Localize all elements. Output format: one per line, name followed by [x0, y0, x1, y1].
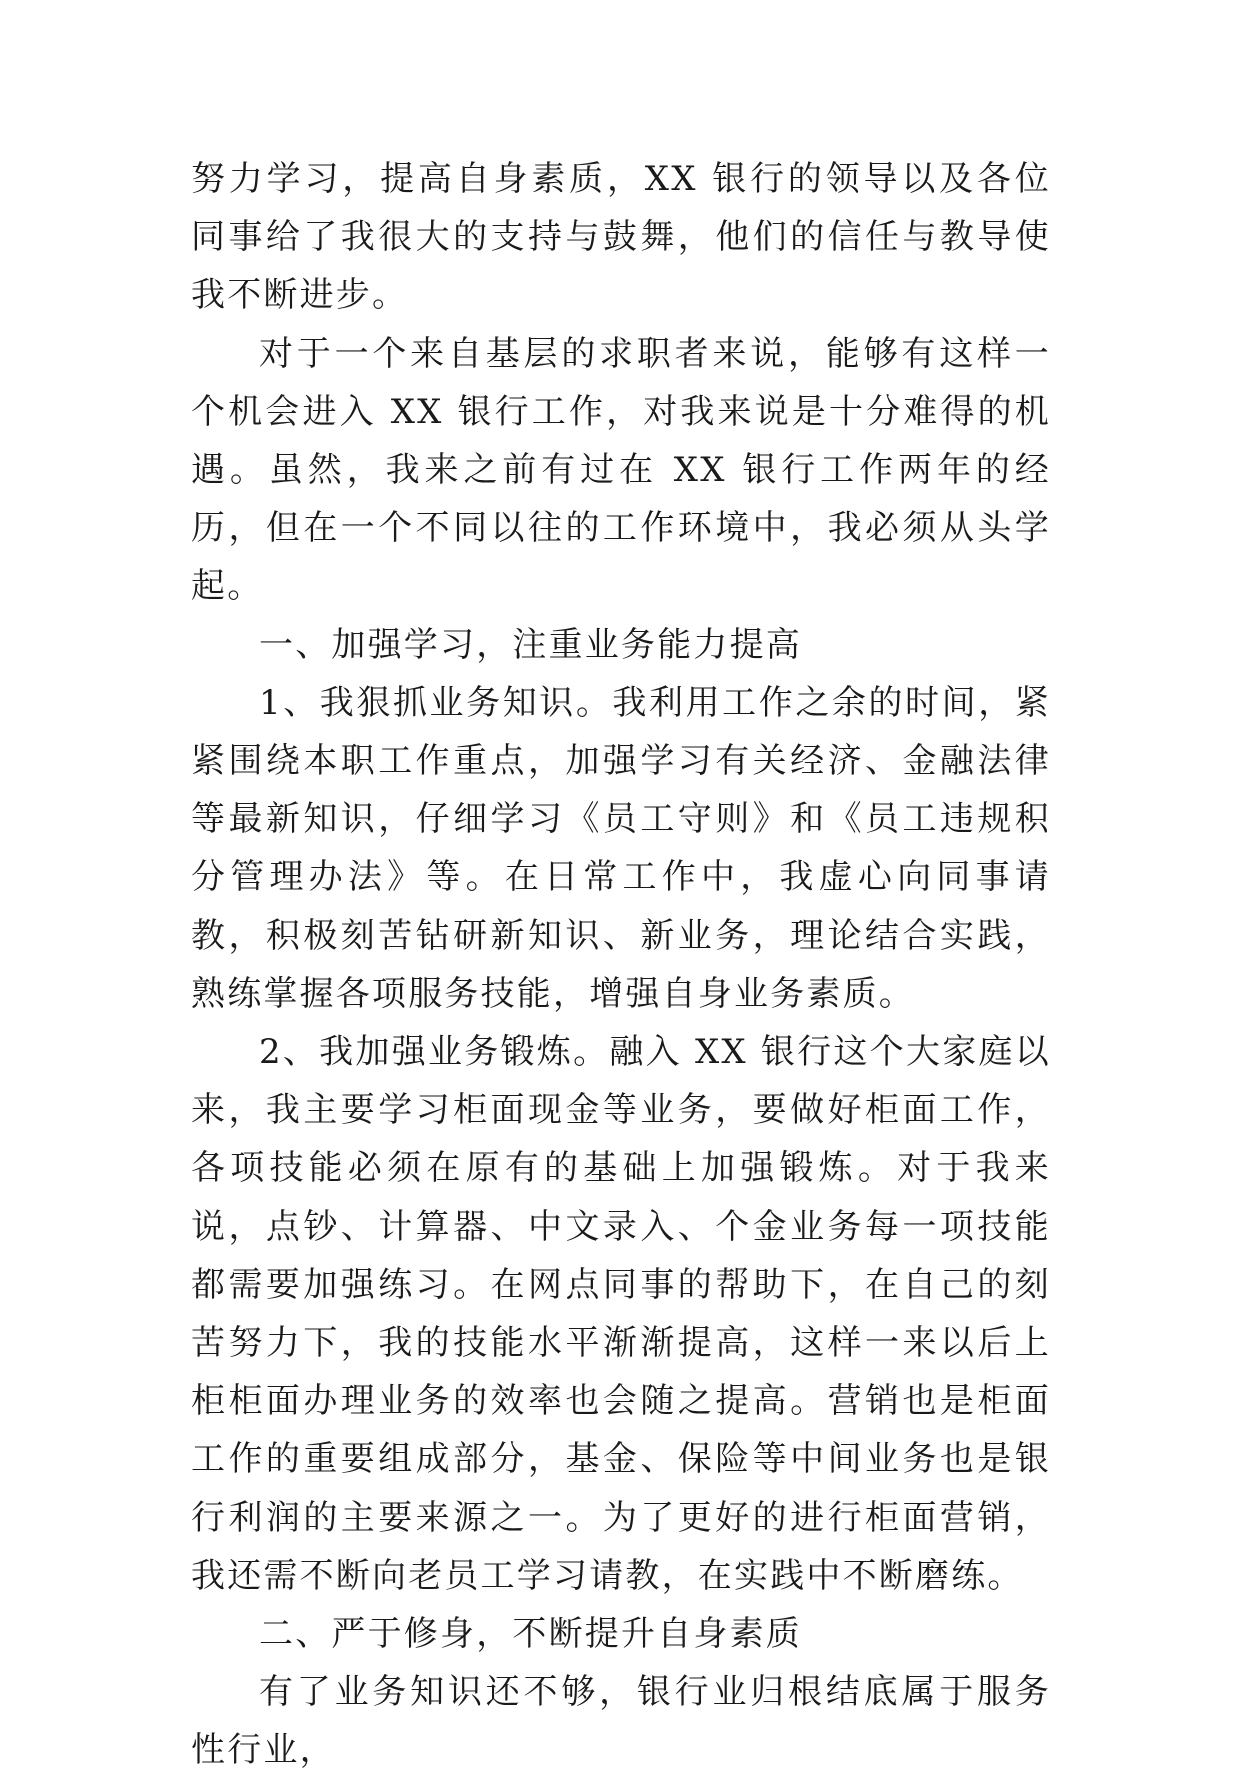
paragraph-continuation: 努力学习，提高自身素质，XX 银行的领导以及各位同事给了我很大的支持与鼓舞，他们的信任与教导使我不断进步。: [191, 159, 1051, 316]
paragraph-intro: 对于一个来自基层的求职者来说，能够有这样一个机会进入 XX 银行工作，对我来说是十分难得的机遇。虽然，我来之前有过在 XX 银行工作两年的经历，但在一个不同以往的工作环境中，我必须从头学起。: [191, 333, 1051, 607]
section-heading-self-cultivation: 二、严于修身，不断提升自身素质: [259, 1614, 802, 1655]
paragraph-business-knowledge: 1、我狠抓业务知识。我利用工作之余的时间，紧紧围绕本职工作重点，加强学习有关经济、金融法律等最新知识，仔细学习《员工守则》和《员工违规积分管理办法》等。在日常工作中，我虚心向同事请教，积极刻苦钻研新知识、新业务，理论结合实践，熟练掌握各项服务技能，增强自身业务素质。: [191, 682, 1051, 1014]
paragraph-service-industry: 有了业务知识还不够，银行业归根结底属于服务性行业，: [191, 1672, 1051, 1771]
section-heading-study: 一、加强学习，注重业务能力提高: [259, 624, 802, 665]
document-body: [191, 150, 1051, 1780]
paragraph-business-training: 2、我加强业务锻炼。融入 XX 银行这个大家庭以来，我主要学习柜面现金等业务，要做好柜面工作，各项技能必须在原有的基础上加强锻炼。对于我来说，点钞、计算器、中文录入、个金业务每一项技能都需要加强练习。在网点同事的帮助下，在自己的刻苦努力下，我的技能水平渐渐提高，这样一来以后上柜柜面办理业务的效率也会随之提高。营销也是柜面工作的重要组成部分，基金、保险等中间业务也是银行利润的主要来源之一。为了更好的进行柜面营销，我还需不断向老员工学习请教，在实践中不断磨练。: [191, 1032, 1051, 1596]
